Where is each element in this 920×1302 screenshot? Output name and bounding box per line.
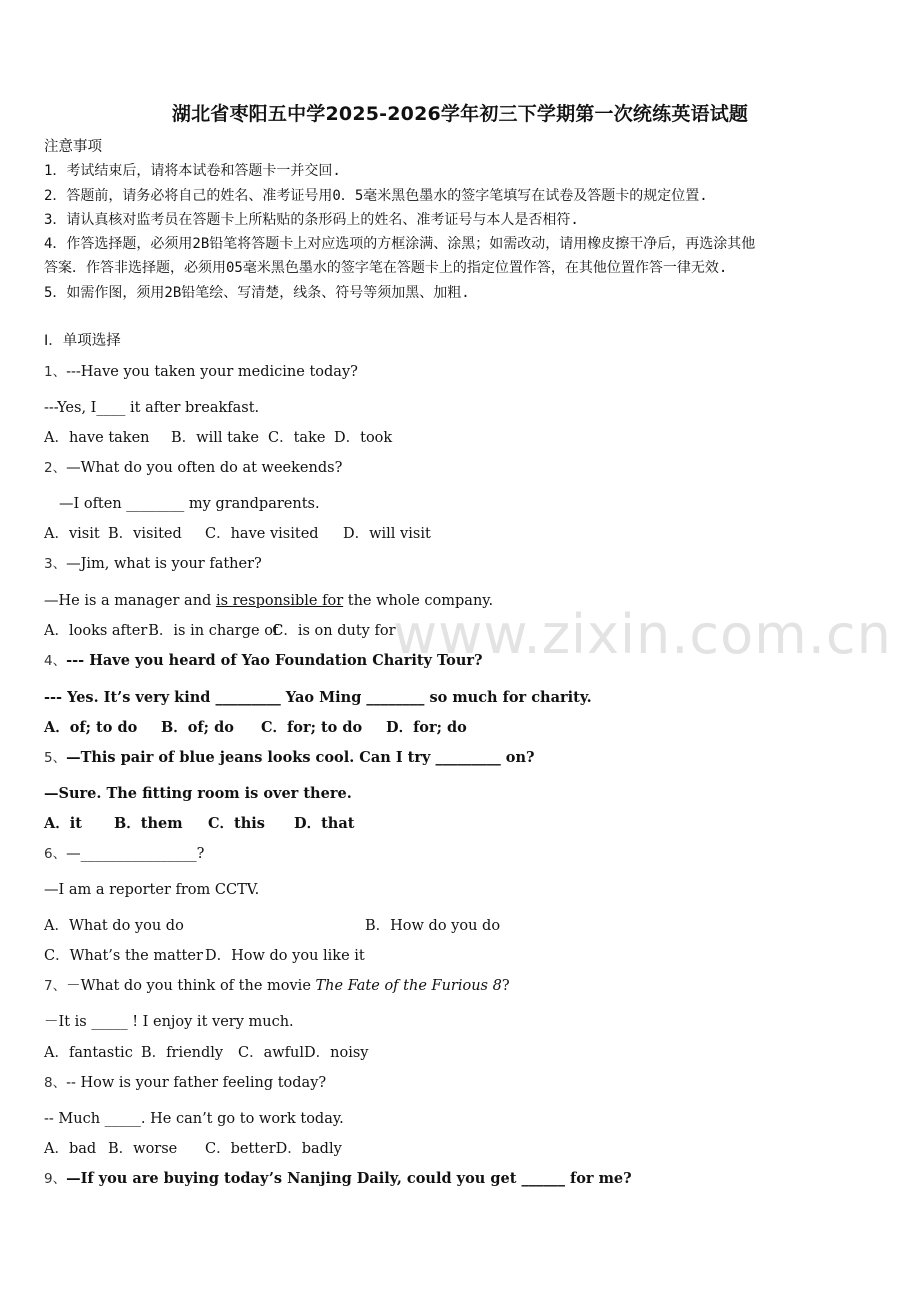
question-5-options — [44, 814, 354, 834]
question-2-reply: —I often ________ my grandparents. — [59, 496, 320, 512]
option-c[interactable]: C．have visited — [205, 526, 319, 542]
reply-text: —He is a manager and — [44, 593, 216, 609]
question-number: 4、 — [44, 653, 67, 669]
section-heading: Ⅰ．单项选择 — [44, 333, 121, 349]
option-c[interactable]: C．take — [268, 430, 326, 446]
option-c[interactable]: C．better — [205, 1141, 276, 1157]
option-d[interactable]: D．took — [334, 430, 393, 446]
question-1-options — [44, 428, 392, 448]
question-3-options — [44, 621, 396, 641]
question-6-reply: —I am a reporter from CCTV. — [44, 882, 260, 898]
option-b[interactable]: B．worse — [108, 1141, 178, 1157]
option-d[interactable]: D．noisy — [304, 1045, 369, 1061]
option-c[interactable]: C．is on duty for — [272, 623, 396, 639]
question-1-reply: ---Yes, I____ it after breakfast. — [44, 400, 260, 416]
notice-item-4-cont: 答案．作答非选择题，必须用05毫米黑色墨水的签字笔在答题卡上的指定位置作答，在其他位置作答一律无效. — [44, 260, 728, 276]
notice-heading: 注意事项 — [44, 139, 102, 155]
question-stem: ---Have you taken your medicine today? — [66, 364, 358, 380]
question-6 — [44, 844, 204, 864]
option-a[interactable]: A．looks after — [44, 623, 148, 639]
question-6-options-row2 — [44, 946, 365, 966]
option-a[interactable]: A．bad — [44, 1141, 97, 1157]
question-7 — [44, 976, 510, 996]
page-title: 湖北省枣阳五中学2025-2026学年初三下学期第一次统练英语试题 — [171, 103, 749, 125]
question-number: 2、 — [44, 460, 67, 476]
option-b[interactable]: B．is in charge of — [148, 623, 279, 639]
option-b[interactable]: B．of; do — [161, 719, 234, 736]
question-stem: -- How is your father feeling today? — [66, 1075, 327, 1091]
option-d[interactable]: D．will visit — [343, 526, 431, 542]
question-stem: —If you are buying today’s Nanjing Daily, could you get ______ for me? — [66, 1170, 632, 1187]
notice-item-5: 5．如需作图，须用2B铅笔绘、写清楚，线条、符号等须加黑、加粗. — [44, 285, 470, 301]
option-b[interactable]: B．How do you do — [365, 918, 501, 934]
option-c[interactable]: C．for; to do — [261, 719, 363, 736]
question-4-reply: --- Yes. It’s very kind _________ Yao Ming ________ so much for charity. — [44, 689, 592, 706]
question-8-options — [44, 1139, 342, 1159]
question-stem: —What do you often do at weekends? — [66, 460, 343, 476]
question-stem-end: ? — [501, 978, 510, 994]
option-a[interactable]: A．have taken — [44, 430, 150, 446]
option-b[interactable]: B．them — [114, 815, 183, 832]
question-3 — [44, 554, 262, 574]
question-stem: －What do you think of the movie — [66, 978, 316, 994]
question-2-options — [44, 524, 431, 544]
underlined-phrase: is responsible for — [215, 593, 344, 609]
option-d[interactable]: D．How do you like it — [205, 948, 365, 964]
question-8 — [44, 1073, 326, 1093]
option-d[interactable]: D．badly — [275, 1141, 342, 1157]
question-stem: —________________? — [66, 846, 205, 862]
question-5-reply: —Sure. The fitting room is over there. — [44, 785, 352, 802]
option-a[interactable]: A．What do you do — [44, 918, 184, 934]
question-9 — [44, 1169, 632, 1189]
option-a[interactable]: A．of; to do — [44, 719, 138, 736]
notice-item-2: 2．答题前，请务必将自己的姓名、准考证号用0．5毫米黑色墨水的签字笔填写在试卷及答题卡的规定位置. — [44, 188, 708, 204]
option-d[interactable]: D．that — [294, 815, 355, 832]
question-number: 7、 — [44, 978, 67, 994]
question-number: 5、 — [44, 750, 67, 766]
question-number: 8、 — [44, 1075, 67, 1091]
question-stem: --- Have you heard of Yao Foundation Charity Tour? — [66, 652, 483, 669]
question-stem: —This pair of blue jeans looks cool. Can I try _________ on? — [66, 749, 535, 766]
question-number: 9、 — [44, 1171, 67, 1187]
question-8-reply: -- Much _____. He can’t go to work today. — [44, 1111, 344, 1127]
question-number: 6、 — [44, 846, 67, 862]
notice-item-4: 4．作答选择题，必须用2B铅笔将答题卡上对应选项的方框涂满、涂黑；如需改动，请用橡皮擦干净后，再选涂其他 — [44, 236, 756, 252]
option-c[interactable]: C．this — [208, 815, 265, 832]
option-b[interactable]: B．visited — [108, 526, 182, 542]
reply-text-end: the whole company. — [343, 593, 494, 609]
question-6-options-row1 — [44, 916, 500, 936]
option-c[interactable]: C．What’s the matter — [44, 948, 203, 964]
question-stem: —Jim, what is your father? — [66, 556, 262, 572]
movie-title: The Fate of the Furious 8 — [315, 978, 502, 994]
question-number: 3、 — [44, 556, 67, 572]
option-b[interactable]: B．will take — [171, 430, 259, 446]
question-5 — [44, 748, 534, 768]
option-b[interactable]: B．friendly — [141, 1045, 224, 1061]
notice-item-3: 3．请认真核对监考员在答题卡上所粘贴的条形码上的姓名、准考证号与本人是否相符. — [44, 212, 579, 228]
watermark: www.zixin.com.cn — [393, 603, 892, 666]
question-2 — [44, 458, 342, 478]
question-1 — [44, 362, 358, 382]
option-c[interactable]: C．awful — [238, 1045, 304, 1061]
question-4 — [44, 651, 483, 671]
option-a[interactable]: A．fantastic — [44, 1045, 133, 1061]
question-4-options — [44, 718, 467, 738]
question-number: 1、 — [44, 364, 67, 380]
notice-item-1: 1．考试结束后，请将本试卷和答题卡一并交回. — [44, 163, 341, 179]
option-d[interactable]: D．for; do — [386, 719, 467, 736]
question-3-reply — [44, 591, 493, 611]
option-a[interactable]: A．it — [44, 815, 82, 832]
option-a[interactable]: A．visit — [44, 526, 100, 542]
question-7-options — [44, 1043, 368, 1063]
question-7-reply: －It is _____ ! I enjoy it very much. — [44, 1014, 294, 1030]
